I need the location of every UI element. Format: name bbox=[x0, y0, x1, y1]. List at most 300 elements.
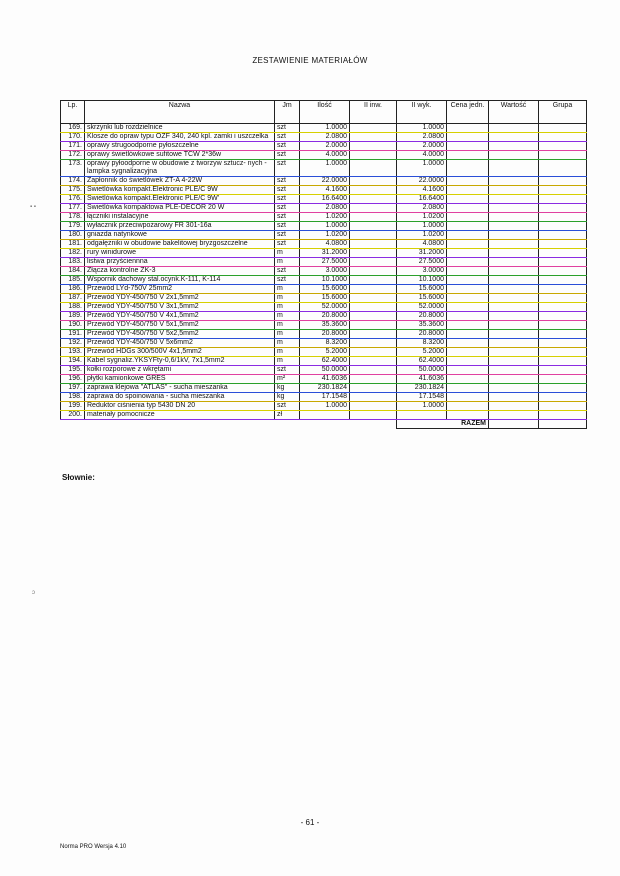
row-unit-price bbox=[447, 151, 489, 160]
row-execution: 20.8000 bbox=[397, 312, 447, 321]
row-unit: szt bbox=[275, 240, 300, 249]
table-row bbox=[61, 303, 587, 312]
row-quantity: 41.6036 bbox=[300, 375, 350, 384]
row-unit: m bbox=[275, 303, 300, 312]
row-unit-price bbox=[447, 348, 489, 357]
row-lp: 172. bbox=[61, 151, 85, 160]
row-inv bbox=[350, 339, 397, 348]
row-group bbox=[539, 411, 587, 420]
row-lp: 188. bbox=[61, 303, 85, 312]
row-quantity: 230.1824 bbox=[300, 384, 350, 393]
table-row bbox=[61, 402, 587, 411]
row-lp: 170. bbox=[61, 133, 85, 142]
row-lp: 186. bbox=[61, 285, 85, 294]
row-inv bbox=[350, 357, 397, 366]
table-row bbox=[61, 375, 587, 384]
row-name: skrzynki lub rozdzielnice bbox=[85, 124, 275, 133]
row-group bbox=[539, 276, 587, 285]
row-quantity: 27.5000 bbox=[300, 258, 350, 267]
row-unit: szt bbox=[275, 204, 300, 213]
row-quantity: 20.8000 bbox=[300, 312, 350, 321]
row-name: Świetlówka kompakt.Elektronic PLE/C 9W' bbox=[85, 195, 275, 204]
row-execution: 15.6000 bbox=[397, 294, 447, 303]
row-unit-price bbox=[447, 375, 489, 384]
row-execution: 17.1548 bbox=[397, 393, 447, 402]
table-row bbox=[61, 133, 587, 142]
row-execution: 35.3600 bbox=[397, 321, 447, 330]
row-inv bbox=[350, 285, 397, 294]
row-unit: szt bbox=[275, 366, 300, 375]
row-inv bbox=[350, 142, 397, 151]
total-row bbox=[61, 420, 587, 429]
row-unit: m bbox=[275, 321, 300, 330]
row-inv bbox=[350, 312, 397, 321]
row-quantity: 2.0800 bbox=[300, 204, 350, 213]
row-unit: szt bbox=[275, 160, 300, 177]
row-group bbox=[539, 375, 587, 384]
row-unit: szt bbox=[275, 402, 300, 411]
row-inv bbox=[350, 330, 397, 339]
row-unit-price bbox=[447, 357, 489, 366]
row-unit: kg bbox=[275, 393, 300, 402]
table-row bbox=[61, 195, 587, 204]
row-name: Wspornik dachowy stal.ocynk.K-111, K-114 bbox=[85, 276, 275, 285]
row-group bbox=[539, 321, 587, 330]
row-unit-price bbox=[447, 240, 489, 249]
row-unit-price bbox=[447, 195, 489, 204]
table-row bbox=[61, 222, 587, 231]
row-unit-price bbox=[447, 411, 489, 420]
row-quantity: 20.8000 bbox=[300, 330, 350, 339]
table-row bbox=[61, 366, 587, 375]
row-unit: kg bbox=[275, 384, 300, 393]
row-lp: 200. bbox=[61, 411, 85, 420]
table-row bbox=[61, 160, 587, 177]
table-row bbox=[61, 151, 587, 160]
row-unit: m bbox=[275, 258, 300, 267]
row-execution: 4.1600 bbox=[397, 186, 447, 195]
row-unit: m bbox=[275, 330, 300, 339]
row-unit: szt bbox=[275, 151, 300, 160]
row-group bbox=[539, 339, 587, 348]
row-execution: 27.5000 bbox=[397, 258, 447, 267]
row-group bbox=[539, 124, 587, 133]
row-group bbox=[539, 393, 587, 402]
table-row bbox=[61, 330, 587, 339]
row-execution: 31.2000 bbox=[397, 249, 447, 258]
row-name: oprawy pyłoodporne w obudowie z tworzyw sztucz- nych - lampka sygnalizacyjna bbox=[85, 160, 275, 177]
row-quantity: 8.3200 bbox=[300, 339, 350, 348]
row-unit: szt bbox=[275, 231, 300, 240]
row-unit-price bbox=[447, 186, 489, 195]
row-group bbox=[539, 330, 587, 339]
row-execution: 5.2000 bbox=[397, 348, 447, 357]
row-inv bbox=[350, 375, 397, 384]
row-execution: 15.6000 bbox=[397, 285, 447, 294]
row-unit: m bbox=[275, 348, 300, 357]
row-lp: 196. bbox=[61, 375, 85, 384]
row-inv bbox=[350, 402, 397, 411]
row-unit-price bbox=[447, 204, 489, 213]
row-unit: m bbox=[275, 285, 300, 294]
row-unit-price bbox=[447, 285, 489, 294]
row-execution: 50.0000 bbox=[397, 366, 447, 375]
row-unit-price bbox=[447, 312, 489, 321]
row-group bbox=[539, 402, 587, 411]
row-name: Świetlówka kompakt.Elektronic PLE/C 9W bbox=[85, 186, 275, 195]
row-lp: 177. bbox=[61, 204, 85, 213]
row-inv bbox=[350, 411, 397, 420]
row-value bbox=[489, 213, 539, 222]
row-execution: 8.3200 bbox=[397, 339, 447, 348]
row-unit: m bbox=[275, 312, 300, 321]
row-name: kołki rozporowe z wkrętami bbox=[85, 366, 275, 375]
header-inw: II inw. bbox=[350, 101, 397, 124]
row-lp: 183. bbox=[61, 258, 85, 267]
row-inv bbox=[350, 393, 397, 402]
row-unit-price bbox=[447, 231, 489, 240]
software-footer: Norma PRO Wersja 4.10 bbox=[60, 844, 127, 850]
row-quantity: 10.1000 bbox=[300, 276, 350, 285]
table-row bbox=[61, 411, 587, 420]
row-unit-price bbox=[447, 402, 489, 411]
row-execution: 22.0000 bbox=[397, 177, 447, 186]
row-name: Przewód YDY-450/750 V 5x1,5mm2 bbox=[85, 321, 275, 330]
row-unit: m bbox=[275, 249, 300, 258]
row-name: Przewód YDY-450/750 V 3x1,5mm2 bbox=[85, 303, 275, 312]
row-lp: 176. bbox=[61, 195, 85, 204]
row-execution: 62.4000 bbox=[397, 357, 447, 366]
row-unit-price bbox=[447, 276, 489, 285]
row-name: Reduktor ciśnienia typ 5430 DN 20 bbox=[85, 402, 275, 411]
row-unit: szt bbox=[275, 186, 300, 195]
row-value bbox=[489, 375, 539, 384]
table-row bbox=[61, 240, 587, 249]
row-quantity: 1.0200 bbox=[300, 213, 350, 222]
row-inv bbox=[350, 195, 397, 204]
row-group bbox=[539, 249, 587, 258]
table-row bbox=[61, 258, 587, 267]
table-row bbox=[61, 393, 587, 402]
row-quantity: 1.0000 bbox=[300, 402, 350, 411]
row-group bbox=[539, 357, 587, 366]
row-execution: 52.0000 bbox=[397, 303, 447, 312]
row-quantity: 52.0000 bbox=[300, 303, 350, 312]
row-inv bbox=[350, 124, 397, 133]
row-value bbox=[489, 151, 539, 160]
row-inv bbox=[350, 348, 397, 357]
amount-in-words-label: Słownie: bbox=[62, 473, 95, 482]
row-inv bbox=[350, 231, 397, 240]
row-inv bbox=[350, 222, 397, 231]
row-value bbox=[489, 303, 539, 312]
row-name: Przewód YDY-450/750 V 4x1,5mm2 bbox=[85, 312, 275, 321]
table-row bbox=[61, 177, 587, 186]
table-row bbox=[61, 276, 587, 285]
row-lp: 182. bbox=[61, 249, 85, 258]
row-name: zaprawa klejowa "ATLAS" - sucha mieszanka bbox=[85, 384, 275, 393]
row-group bbox=[539, 285, 587, 294]
table-header-row bbox=[61, 101, 587, 124]
row-group bbox=[539, 231, 587, 240]
row-name: materiały pomocnicze bbox=[85, 411, 275, 420]
row-execution: 1.0200 bbox=[397, 213, 447, 222]
table-row bbox=[61, 312, 587, 321]
row-execution: 4.0800 bbox=[397, 240, 447, 249]
row-lp: 173. bbox=[61, 160, 85, 177]
row-value bbox=[489, 402, 539, 411]
row-value bbox=[489, 348, 539, 357]
row-inv bbox=[350, 267, 397, 276]
row-group bbox=[539, 258, 587, 267]
row-quantity: 31.2000 bbox=[300, 249, 350, 258]
row-unit-price bbox=[447, 366, 489, 375]
row-name: Świetlówka kompaktowa PLE-DECOR 20 W bbox=[85, 204, 275, 213]
row-quantity: 5.2000 bbox=[300, 348, 350, 357]
row-unit: szt bbox=[275, 177, 300, 186]
row-lp: 185. bbox=[61, 276, 85, 285]
row-quantity: 1.0000 bbox=[300, 222, 350, 231]
row-quantity: 4.0800 bbox=[300, 240, 350, 249]
row-unit-price bbox=[447, 249, 489, 258]
row-execution: 1.0000 bbox=[397, 222, 447, 231]
row-name: Złącza kontrolne ZK-3 bbox=[85, 267, 275, 276]
row-quantity: 2.0800 bbox=[300, 133, 350, 142]
row-execution: 2.0000 bbox=[397, 142, 447, 151]
row-execution: 1.0200 bbox=[397, 231, 447, 240]
row-value bbox=[489, 133, 539, 142]
row-value bbox=[489, 321, 539, 330]
row-group bbox=[539, 133, 587, 142]
row-group bbox=[539, 177, 587, 186]
table-row bbox=[61, 384, 587, 393]
table-row bbox=[61, 231, 587, 240]
row-name: rury winidurowe bbox=[85, 249, 275, 258]
row-execution: 2.0800 bbox=[397, 204, 447, 213]
row-group bbox=[539, 186, 587, 195]
row-value bbox=[489, 285, 539, 294]
row-unit: szt bbox=[275, 142, 300, 151]
row-lp: 187. bbox=[61, 294, 85, 303]
row-name: płytki kamionkowe GRES bbox=[85, 375, 275, 384]
row-value bbox=[489, 393, 539, 402]
materials-table bbox=[60, 100, 587, 429]
row-name: wyłacznik przeciwpożarowy FR 301-16a bbox=[85, 222, 275, 231]
row-unit-price bbox=[447, 124, 489, 133]
row-value bbox=[489, 231, 539, 240]
row-quantity: 62.4000 bbox=[300, 357, 350, 366]
row-value bbox=[489, 204, 539, 213]
row-lp: 191. bbox=[61, 330, 85, 339]
row-execution: 1.0000 bbox=[397, 124, 447, 133]
row-group bbox=[539, 151, 587, 160]
row-unit-price bbox=[447, 330, 489, 339]
table-row bbox=[61, 142, 587, 151]
row-name: łączniki instalacyjne bbox=[85, 213, 275, 222]
table-row bbox=[61, 249, 587, 258]
total-value bbox=[489, 420, 539, 429]
row-name: Przewód YDY-450/750 V 5x2,5mm2 bbox=[85, 330, 275, 339]
row-group bbox=[539, 366, 587, 375]
row-group bbox=[539, 267, 587, 276]
total-group bbox=[539, 420, 587, 429]
row-lp: 192. bbox=[61, 339, 85, 348]
row-unit: szt bbox=[275, 195, 300, 204]
table-row bbox=[61, 348, 587, 357]
row-group bbox=[539, 213, 587, 222]
row-value bbox=[489, 294, 539, 303]
row-unit: szt bbox=[275, 222, 300, 231]
row-lp: 189. bbox=[61, 312, 85, 321]
row-group bbox=[539, 303, 587, 312]
header-grupa: Grupa bbox=[539, 101, 587, 124]
row-execution: 20.8000 bbox=[397, 330, 447, 339]
row-name: Przewód HDGs 300/500V 4x1,5mm2 bbox=[85, 348, 275, 357]
row-quantity: 15.6000 bbox=[300, 285, 350, 294]
row-group bbox=[539, 204, 587, 213]
row-name: oprawy strugoodporne pyłoszczelne bbox=[85, 142, 275, 151]
total-label: RAZEM bbox=[397, 420, 489, 429]
row-unit-price bbox=[447, 258, 489, 267]
row-value bbox=[489, 384, 539, 393]
row-value bbox=[489, 276, 539, 285]
row-group bbox=[539, 294, 587, 303]
row-inv bbox=[350, 249, 397, 258]
row-unit-price bbox=[447, 133, 489, 142]
row-value bbox=[489, 312, 539, 321]
row-value bbox=[489, 249, 539, 258]
row-unit: zł bbox=[275, 411, 300, 420]
row-execution: 16.6400 bbox=[397, 195, 447, 204]
page-number: - 61 - bbox=[300, 818, 320, 827]
row-unit-price bbox=[447, 339, 489, 348]
row-unit: m bbox=[275, 357, 300, 366]
row-value bbox=[489, 411, 539, 420]
row-value bbox=[489, 357, 539, 366]
table-row bbox=[61, 321, 587, 330]
row-execution: 41.6036 bbox=[397, 375, 447, 384]
row-execution: 1.0000 bbox=[397, 402, 447, 411]
row-lp: 174. bbox=[61, 177, 85, 186]
row-unit-price bbox=[447, 213, 489, 222]
row-name: Przewód YDY-450/750 V 5x6mm2 bbox=[85, 339, 275, 348]
row-group bbox=[539, 195, 587, 204]
row-lp: 169. bbox=[61, 124, 85, 133]
header-lp: Lp. bbox=[61, 101, 85, 124]
row-lp: 190. bbox=[61, 321, 85, 330]
row-inv bbox=[350, 276, 397, 285]
row-lp: 178. bbox=[61, 213, 85, 222]
row-unit-price bbox=[447, 303, 489, 312]
row-quantity bbox=[300, 411, 350, 420]
row-group bbox=[539, 142, 587, 151]
table-row bbox=[61, 294, 587, 303]
row-value bbox=[489, 267, 539, 276]
row-unit-price bbox=[447, 142, 489, 151]
row-value bbox=[489, 124, 539, 133]
row-inv bbox=[350, 177, 397, 186]
row-quantity: 4.0000 bbox=[300, 151, 350, 160]
row-execution: 10.1000 bbox=[397, 276, 447, 285]
row-value bbox=[489, 366, 539, 375]
row-unit: szt bbox=[275, 133, 300, 142]
row-lp: 197. bbox=[61, 384, 85, 393]
row-inv bbox=[350, 213, 397, 222]
row-lp: 179. bbox=[61, 222, 85, 231]
row-unit: m² bbox=[275, 375, 300, 384]
row-execution: 4.0000 bbox=[397, 151, 447, 160]
row-inv bbox=[350, 384, 397, 393]
row-value bbox=[489, 186, 539, 195]
table-row bbox=[61, 186, 587, 195]
row-unit: szt bbox=[275, 267, 300, 276]
table-row bbox=[61, 124, 587, 133]
row-quantity: 4.1600 bbox=[300, 186, 350, 195]
row-unit-price bbox=[447, 160, 489, 177]
row-lp: 194. bbox=[61, 357, 85, 366]
header-cena: Cena jedn. bbox=[447, 101, 489, 124]
row-lp: 195. bbox=[61, 366, 85, 375]
row-lp: 181. bbox=[61, 240, 85, 249]
row-quantity: 35.3600 bbox=[300, 321, 350, 330]
row-group bbox=[539, 312, 587, 321]
header-nazwa: Nazwa bbox=[85, 101, 275, 124]
row-lp: 184. bbox=[61, 267, 85, 276]
row-inv bbox=[350, 240, 397, 249]
row-quantity: 1.0000 bbox=[300, 160, 350, 177]
row-name: Zapłonnik do świetlówek ZT-A 4-22W bbox=[85, 177, 275, 186]
document-title: ZESTAWIENIE MATERIAŁÓW bbox=[252, 56, 368, 65]
row-name: Przewód LYd-750V 25mm2 bbox=[85, 285, 275, 294]
scan-mark: ɔ bbox=[32, 590, 35, 596]
row-unit-price bbox=[447, 177, 489, 186]
row-value bbox=[489, 160, 539, 177]
row-lp: 193. bbox=[61, 348, 85, 357]
row-value bbox=[489, 222, 539, 231]
table-row bbox=[61, 357, 587, 366]
row-quantity: 16.6400 bbox=[300, 195, 350, 204]
row-unit: szt bbox=[275, 213, 300, 222]
table-row bbox=[61, 204, 587, 213]
scan-mark: ▪ ▪ bbox=[30, 204, 36, 210]
row-unit-price bbox=[447, 267, 489, 276]
row-quantity: 1.0200 bbox=[300, 231, 350, 240]
row-inv bbox=[350, 303, 397, 312]
row-value bbox=[489, 142, 539, 151]
row-name: odgałężniki w obudowie bakelitowej bryzgoszczelne bbox=[85, 240, 275, 249]
row-value bbox=[489, 240, 539, 249]
header-wartosc: Wartość bbox=[489, 101, 539, 124]
row-name: Przewód YDY-450/750 V 2x1,5mm2 bbox=[85, 294, 275, 303]
row-execution: 2.0800 bbox=[397, 133, 447, 142]
table-row bbox=[61, 213, 587, 222]
row-inv bbox=[350, 258, 397, 267]
row-name: oprawy świetlówkowe sufitowe TCW 2*36w bbox=[85, 151, 275, 160]
row-value bbox=[489, 177, 539, 186]
row-quantity: 1.0000 bbox=[300, 124, 350, 133]
row-name: gniazda natynkowe bbox=[85, 231, 275, 240]
row-lp: 180. bbox=[61, 231, 85, 240]
row-group bbox=[539, 384, 587, 393]
table-row bbox=[61, 285, 587, 294]
row-unit-price bbox=[447, 384, 489, 393]
row-quantity: 2.0000 bbox=[300, 142, 350, 151]
row-unit-price bbox=[447, 393, 489, 402]
row-group bbox=[539, 160, 587, 177]
row-name: zaprawa do spoinowania - sucha mieszanka bbox=[85, 393, 275, 402]
row-inv bbox=[350, 186, 397, 195]
row-execution: 3.0000 bbox=[397, 267, 447, 276]
